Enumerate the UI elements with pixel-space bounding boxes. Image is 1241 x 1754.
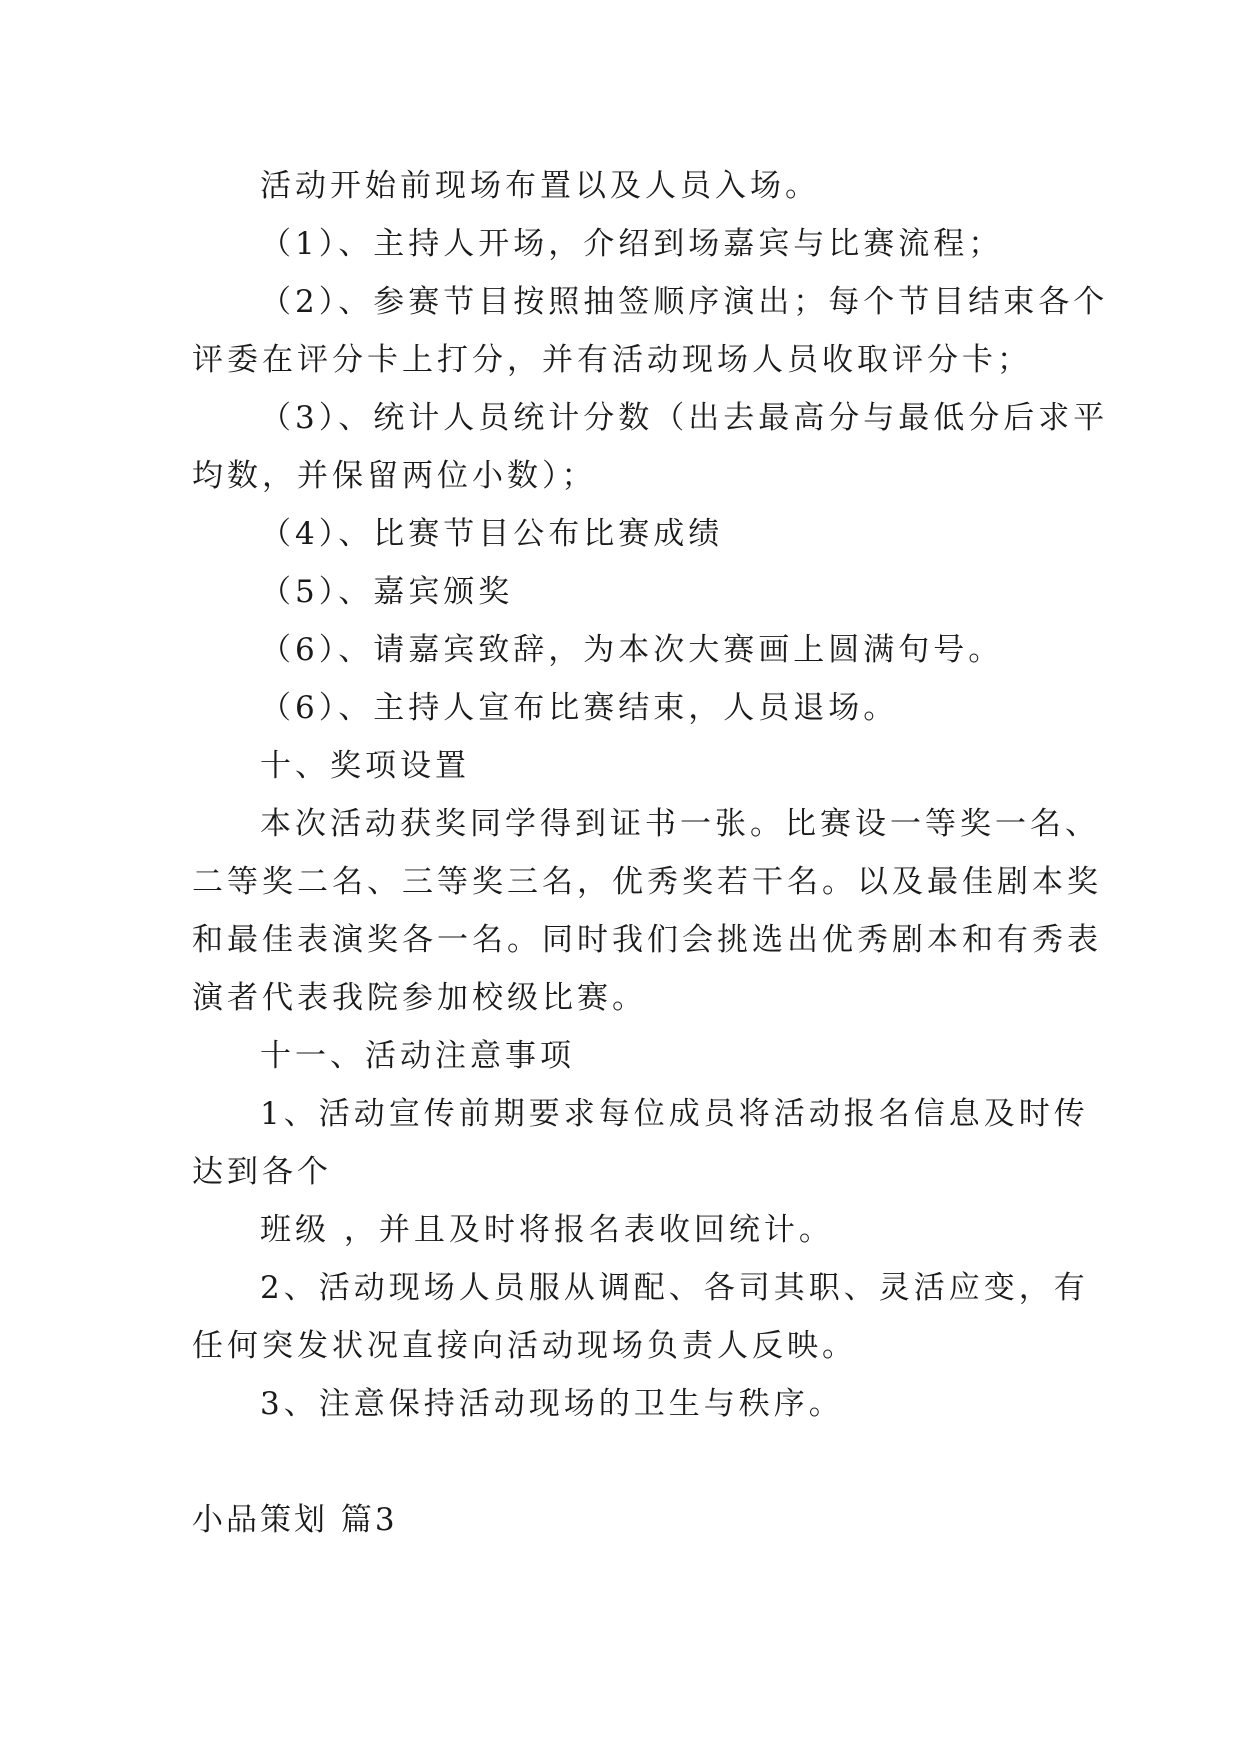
paragraph-line: （6）、请嘉宾致辞，为本次大赛画上圆满句号。 bbox=[260, 632, 1004, 668]
paragraph-line: （6）、主持人宣布比赛结束，人员退场。 bbox=[260, 690, 899, 726]
paragraph-line: 1、活动宣传前期要求每位成员将活动报名信息及时传 bbox=[260, 1096, 1089, 1132]
paragraph-line: （3）、统计人员统计分数（出去最高分与最低分后求平 bbox=[260, 400, 1109, 436]
paragraph-line: 二等奖二名、三等奖三名，优秀奖若干名。以及最佳剧本奖 bbox=[192, 864, 1102, 900]
section-title: 十、奖项设置 bbox=[260, 748, 470, 784]
paragraph-line: 演者代表我院参加校级比赛。 bbox=[192, 980, 647, 1016]
paragraph-line: 任何突发状况直接向活动现场负责人反映。 bbox=[192, 1328, 857, 1364]
paragraph-line: 和最佳表演奖各一名。同时我们会挑选出优秀剧本和有秀表 bbox=[192, 922, 1102, 958]
paragraph-line: （4）、比赛节目公布比赛成绩 bbox=[260, 516, 724, 552]
paragraph-line: 3、注意保持活动现场的卫生与秩序。 bbox=[260, 1386, 844, 1422]
chapter-heading: 小品策划 篇3 bbox=[192, 1502, 398, 1538]
paragraph-line: 评委在评分卡上打分，并有活动现场人员收取评分卡； bbox=[192, 342, 1032, 378]
section-title: 十一、活动注意事项 bbox=[260, 1038, 575, 1074]
paragraph-line: （2）、参赛节目按照抽签顺序演出；每个节目结束各个 bbox=[260, 284, 1109, 320]
paragraph-line: 2、活动现场人员服从调配、各司其职、灵活应变，有 bbox=[260, 1270, 1089, 1306]
paragraph-line: 班级 ，并且及时将报名表收回统计。 bbox=[260, 1212, 834, 1248]
paragraph-line: 达到各个 bbox=[192, 1154, 332, 1190]
paragraph-line: （5）、嘉宾颁奖 bbox=[260, 574, 514, 610]
paragraph-line: 活动开始前现场布置以及人员入场。 bbox=[260, 168, 820, 204]
paragraph-line: 本次活动获奖同学得到证书一张。比赛设一等奖一名、 bbox=[260, 806, 1100, 842]
paragraph-line: （1）、主持人开场，介绍到场嘉宾与比赛流程； bbox=[260, 226, 1004, 262]
paragraph-line: 均数，并保留两位小数）； bbox=[192, 458, 597, 494]
